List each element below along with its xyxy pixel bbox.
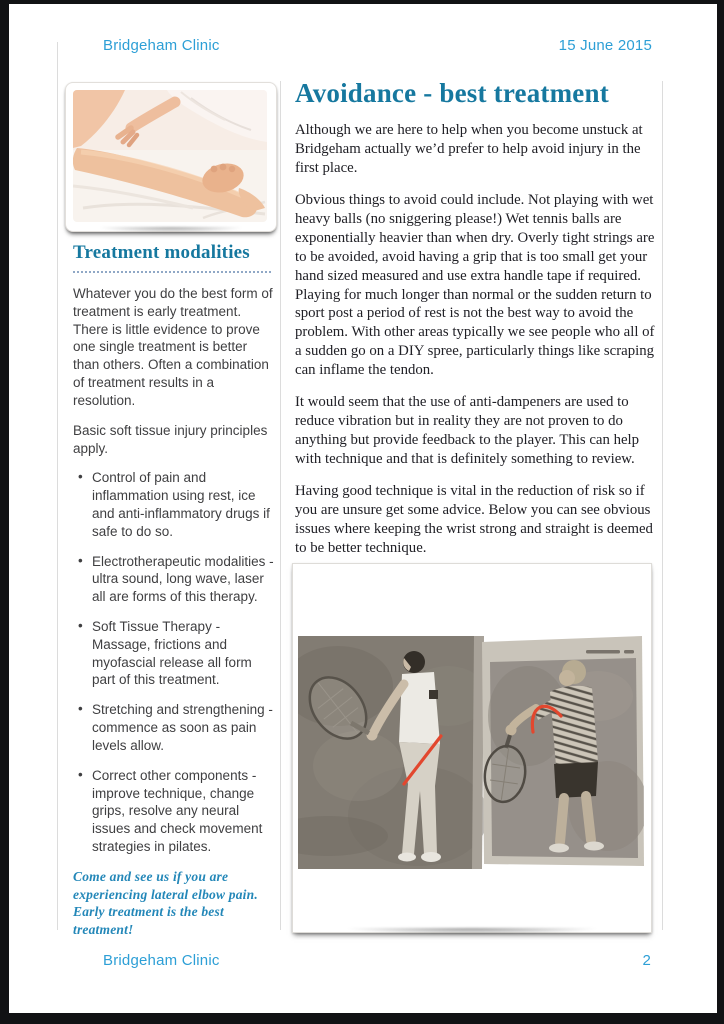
treatment-bullet-list [73,469,277,855]
article-heading: Avoidance - best treatment [295,78,609,108]
tennis-technique-photo [292,563,652,933]
list-item: • Electrotherapeutic modalities - ultra sound, long wave, laser all are forms of this therapy. [78,553,277,606]
dotted-divider [73,271,271,273]
massage-photo-illustration [73,90,267,222]
sidebar-intro-paragraph: Whatever you do the best form of treatment is early treatment. There is little evidence to prove one single treatment is better than others. Often a combination of treatment results in a resolution. [73,286,273,408]
list-item: • Correct other components - improve technique, change grips, resolve any neural issues and check movement strategies in pilates. [78,767,277,856]
massage-photo [65,82,277,232]
sidebar-principles-paragraph: Basic soft tissue injury principles apply. [73,422,268,456]
list-item: • Control of pain and inflammation using rest, ice and anti-inflammatory drugs if safe to do so. [78,469,277,540]
tennis-photo-illustration [298,636,644,869]
article [295,78,661,571]
footer-page-number: 2 [642,952,651,969]
footer-clinic-name: Bridgeham Clinic [103,952,220,969]
header-clinic-name: Bridgeham Clinic [103,37,220,54]
article-paragraph: It would seem that the use of anti-dampeners are used to reduce vibration but in reality they are not proven to do anything but provide feedback to the player. This can help with technique and that is definitely something to review. [295,394,640,467]
header-date: 15 June 2015 [558,37,652,54]
document-page [9,4,717,1013]
list-item: • Soft Tissue Therapy - Massage, frictions and myofascial release all form part of this treatment. [78,618,277,689]
column-rule-middle [280,81,281,930]
list-item: • Stretching and strengthening - commence as soon as pain levels allow. [78,701,277,754]
article-paragraph: Obvious things to avoid could include. Not playing with wet heavy balls (no sniggering please!) Wet tennis balls are exponentially heavier than when dry. Overly tight strings are to be avoided, avoid having a grip that is too small get your hand sized measured and use extra handle tape if required. Playing for much longer than normal or the sudden return to sport post a period of rest is not the best way to avoid the problem. With other areas typically we see people who all of a sudden go on a DIY spree, particularly things like scraping can inflame the tendon. [295,191,655,379]
column-rule-right [662,81,663,930]
sidebar-heading: Treatment modalities [73,242,250,263]
article-paragraph: Having good technique is vital in the reduction of risk so if you are unsure get some advice. Below you can see obvious issues where keeping the wrist strong and straight is deemed to be better technique. [295,482,653,556]
sidebar-callout: Come and see us if you are experiencing lateral elbow pain. Early treatment is the best treatment! [73,868,258,938]
massage-photo-image [73,90,267,222]
sidebar [73,242,277,951]
column-rule-left [57,42,58,930]
article-paragraph: Although we are here to help when you become unstuck at Bridgeham actually we’d prefer to help avoid injury in the first place. [295,122,643,176]
